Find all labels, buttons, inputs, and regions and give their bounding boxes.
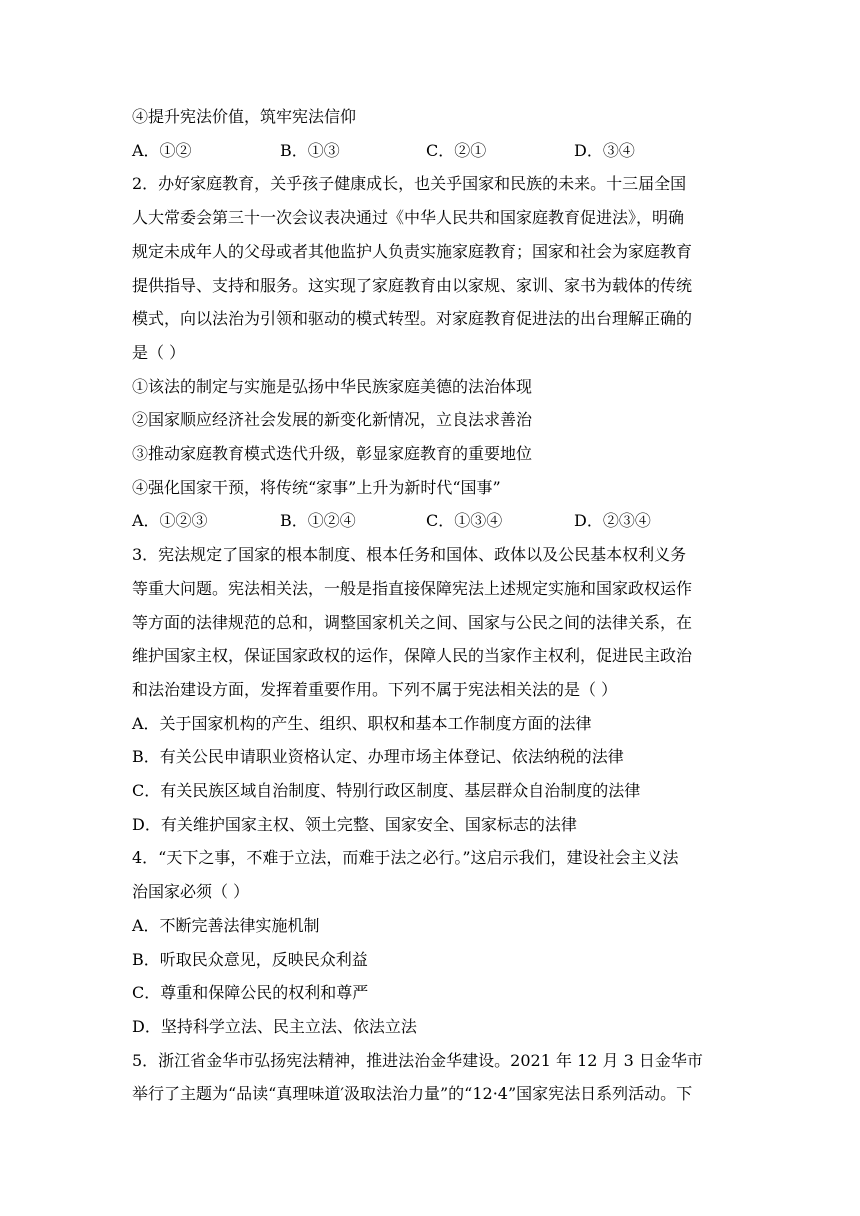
- q1-option-a[interactable]: A．①②: [132, 140, 192, 160]
- q3-stem-line: 等方面的法律规范的总和，调整国家机关之间、国家与公民之间的法律关系，在: [132, 612, 693, 632]
- q3-stem-line: 3．宪法规定了国家的根本制度、根本任务和国体、政体以及公民基本权利义务: [132, 545, 687, 565]
- q1-item-4: ④提升宪法价值，筑牢宪法信仰: [132, 107, 357, 126]
- q4-stem-line: 治国家必须（ ）: [132, 882, 250, 902]
- q5-stem-line: 举行了主题为“品读“真理味道′汲取法治力量”的“12·4”国家宪法日系列活动。下: [132, 1084, 693, 1104]
- q1-options: [132, 134, 732, 168]
- exam-page: [132, 100, 732, 1111]
- question-4: [132, 841, 732, 1043]
- q1-option-d[interactable]: D．③④: [574, 140, 635, 160]
- q3-stem-line: 和法治建设方面，发挥着重要作用。下列不属于宪法相关法的是（ ）: [132, 679, 618, 699]
- q2-item-1: ①该法的制定与实施是弘扬中华民族家庭美德的法治体现: [132, 376, 533, 396]
- q4-option-a[interactable]: A．不断完善法律实施机制: [132, 915, 320, 935]
- question-3: [132, 538, 732, 841]
- q2-stem-line: 提供指导、支持和服务。这实现了家庭教育由以家规、家训、家书为载体的传统: [132, 275, 693, 295]
- q2-options: [132, 504, 732, 538]
- question-5: [132, 1044, 732, 1111]
- q3-option-d[interactable]: D．有关维护国家主权、领土完整、国家安全、国家标志的法律: [132, 814, 577, 834]
- q1-option-c[interactable]: C．②①: [426, 140, 487, 160]
- q2-item-2: ②国家顺应经济社会发展的新变化新情况，立良法求善治: [132, 410, 533, 430]
- q2-option-a[interactable]: A．①②③: [132, 511, 208, 531]
- q4-option-b[interactable]: B．听取民众意见，反映民众利益: [132, 949, 368, 969]
- q2-stem-line: 人大常委会第三十一次会议表决通过《中华人民共和国家庭教育促进法》，明确: [132, 208, 685, 228]
- q2-item-4: ④强化国家干预，将传统“家事”上升为新时代“国事”: [132, 477, 501, 497]
- q2-stem-line: 是（ ）: [132, 342, 186, 362]
- question-1-tail: [132, 100, 732, 167]
- question-2: [132, 167, 732, 538]
- q4-option-d[interactable]: D．坚持科学立法、民主立法、依法立法: [132, 1016, 417, 1036]
- q2-stem-line: 2．办好家庭教育，关乎孩子健康成长，也关乎国家和民族的未来。十三届全国: [132, 174, 687, 194]
- q1-option-b[interactable]: B．①③: [280, 140, 340, 160]
- q3-option-b[interactable]: B．有关公民申请职业资格认定、办理市场主体登记、依法纳税的法律: [132, 747, 624, 767]
- q5-stem-line: 5．浙江省金华市弘扬宪法精神，推进法治金华建设。2021 年 12 月 3 日金华市: [132, 1050, 703, 1070]
- q3-option-a[interactable]: A．关于国家机构的产生、组织、职权和基本工作制度方面的法律: [132, 713, 592, 733]
- q2-option-c[interactable]: C．①③④: [426, 511, 503, 531]
- q4-option-c[interactable]: C．尊重和保障公民的权利和尊严: [132, 983, 369, 1003]
- q4-stem-line: 4．“天下之事，不难于立法，而难于法之必行。”这启示我们，建设社会主义法: [132, 848, 679, 868]
- q3-option-c[interactable]: C．有关民族区域自治制度、特别行政区制度、基层群众自治制度的法律: [132, 781, 641, 801]
- q2-stem-line: 规定未成年人的父母或者其他监护人负责实施家庭教育；国家和社会为家庭教育: [132, 241, 693, 261]
- q2-option-d[interactable]: D．②③④: [574, 511, 651, 531]
- q3-stem-line: 维护国家主权，保证国家政权的运作，保障人民的当家作主权利，促进民主政治: [132, 646, 693, 666]
- q2-option-b[interactable]: B．①②④: [280, 511, 356, 531]
- q2-item-3: ③推动家庭教育模式迭代升级，彰显家庭教育的重要地位: [132, 444, 533, 464]
- q2-stem-line: 模式，向以法治为引领和驱动的模式转型。对家庭教育促进法的出台理解正确的: [132, 309, 693, 329]
- q3-stem-line: 等重大问题。宪法相关法，一般是指直接保障宪法上述规定实施和国家政权运作: [132, 578, 693, 598]
